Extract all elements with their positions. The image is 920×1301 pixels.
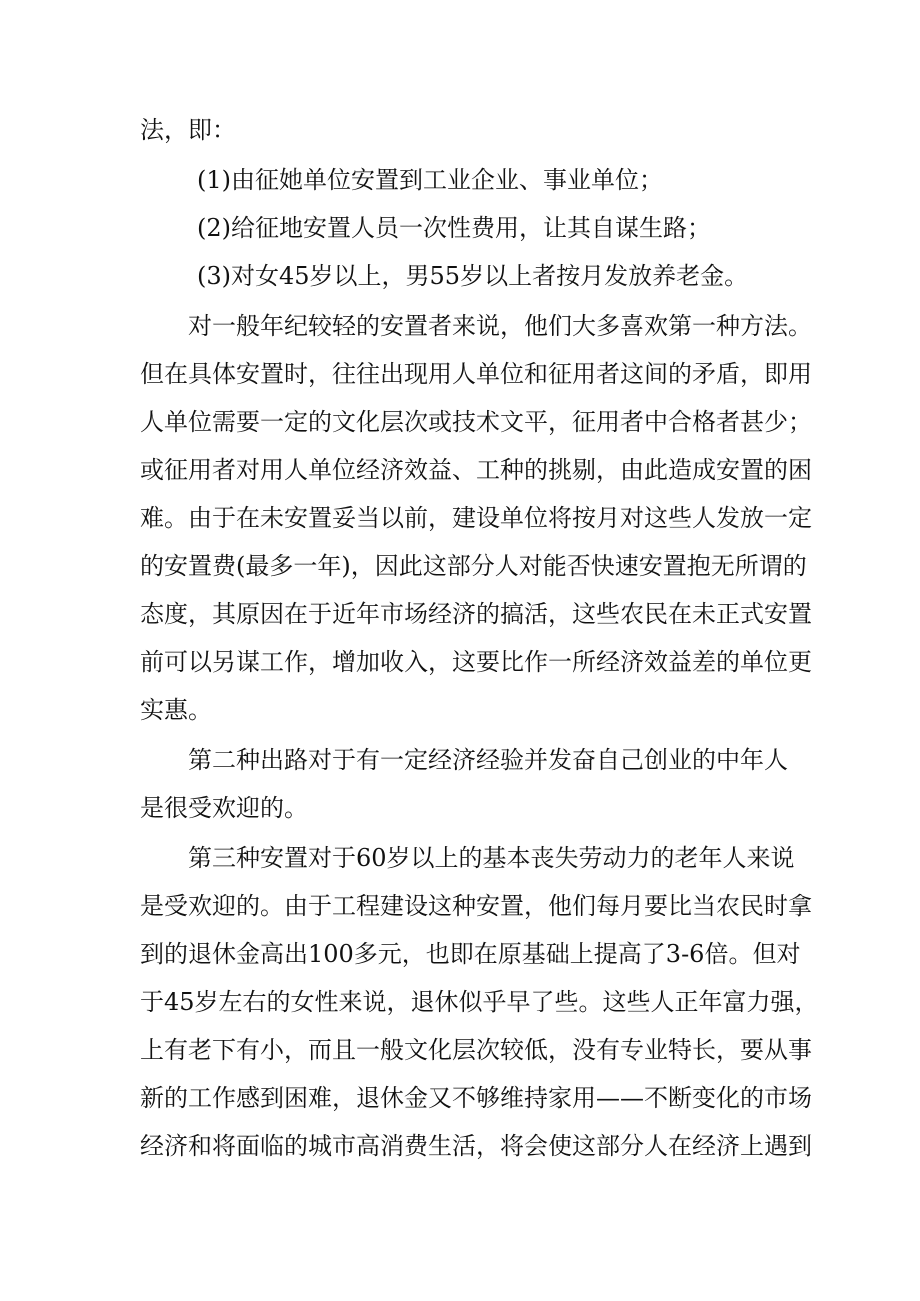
text-line: 前可以另谋工作，增加收入，这要比作一所经济效益差的单位更 (140, 648, 812, 676)
text-line: 或征用者对用人单位经济效益、工种的挑剔，由此造成安置的困 (140, 456, 812, 484)
text-line: 态度，其原因在于近年市场经济的搞活，这些农民在未正式安置 (140, 600, 812, 628)
text-line: 但在具体安置时，往往出现用人单位和征用者这间的矛盾，即用 (140, 360, 812, 388)
text-line: 经济和将面临的城市高消费生活，将会使这部分人在经济上遇到 (140, 1132, 812, 1160)
text-line: 是受欢迎的。由于工程建设这种安置，他们每月要比当农民时拿 (140, 892, 812, 920)
text-line: 人单位需要一定的文化层次或技术文平，征用者中合格者甚少； (140, 408, 812, 436)
list-item: (2)给征地安置人员一次性费用，让其自谋生路； (197, 214, 711, 242)
list-item: (1)由征她单位安置到工业企业、事业单位； (197, 166, 663, 194)
list-item: (3)对女45岁以上，男55岁以上者按月发放养老金。 (197, 262, 749, 290)
text-line: 于45岁左右的女性来说，退休似乎早了些。这些人正年富力强， (140, 988, 819, 1016)
text-line: 难。由于在未安置妥当以前，建设单位将按月对这些人发放一定 (140, 504, 812, 532)
text-line: 到的退休金高出100多元，也即在原基础上提高了3-6倍。但对 (140, 940, 801, 968)
text-line: 法，即： (140, 116, 236, 144)
text-line: 实惠。 (140, 696, 212, 724)
text-line: 是很受欢迎的。 (140, 794, 308, 822)
text-line: 的安置费(最多一年)，因此这部分人对能否快速安置抱无所谓的 (140, 552, 807, 580)
paragraph-first-line: 第二种出路对于有一定经济经验并发奋自己创业的中年人 (188, 746, 788, 774)
paragraph-first-line: 对一般年纪较轻的安置者来说，他们大多喜欢第一种方法。 (188, 312, 812, 340)
text-line: 上有老下有小，而且一般文化层次较低，没有专业特长，要从事 (140, 1036, 812, 1064)
text-line: 新的工作感到困难，退休金又不够维持家用——不断变化的市场 (140, 1084, 812, 1112)
paragraph-first-line: 第三种安置对于60岁以上的基本丧失劳动力的老年人来说 (188, 844, 795, 872)
